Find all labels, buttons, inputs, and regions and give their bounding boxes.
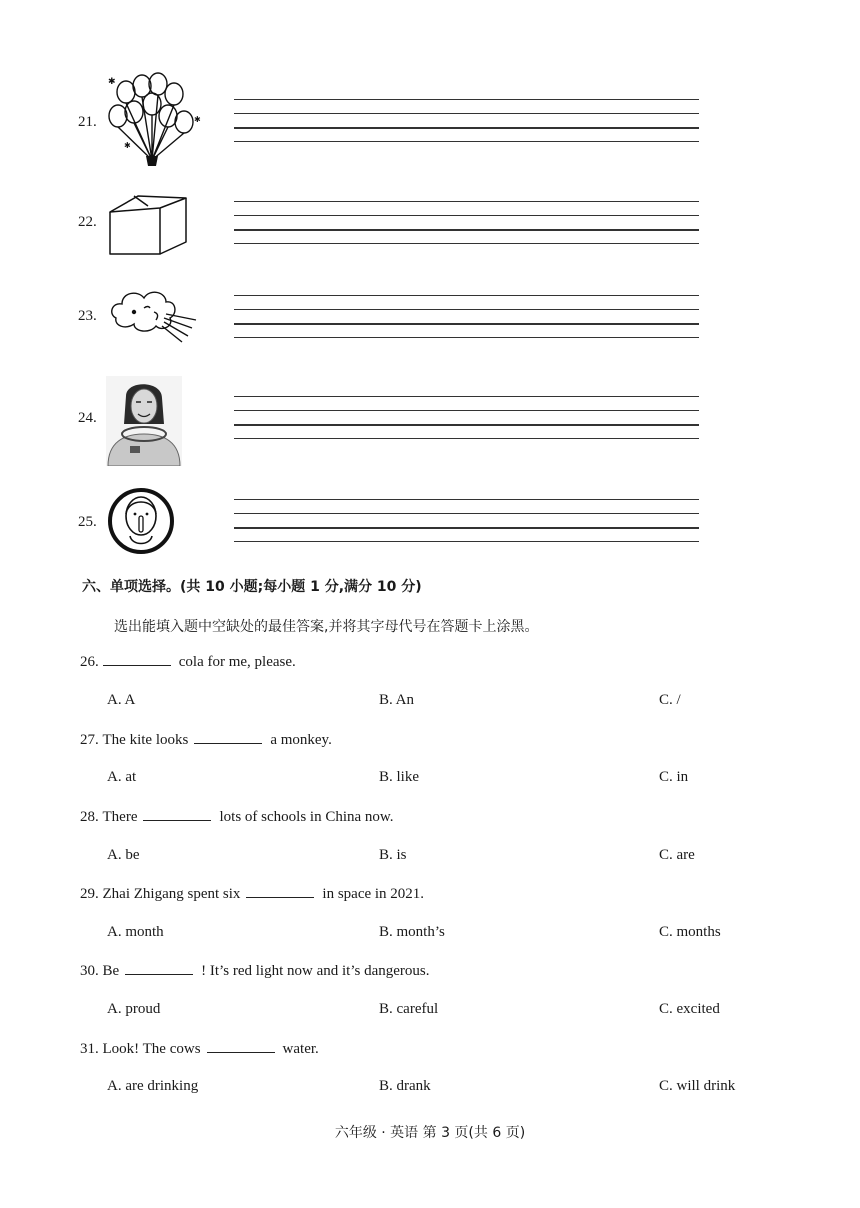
astronaut-photo xyxy=(106,376,182,466)
option-a[interactable]: A. be xyxy=(107,847,140,863)
option-b[interactable]: B. careful xyxy=(379,1001,439,1017)
question-number: 31. xyxy=(80,1041,99,1057)
option-b[interactable]: B. is xyxy=(379,847,407,863)
option-b[interactable]: B. month’s xyxy=(379,924,445,940)
wind-icon xyxy=(104,284,202,354)
answer-lines[interactable] xyxy=(234,201,699,247)
answer-blank[interactable] xyxy=(246,885,314,898)
question-number: 26. xyxy=(80,654,99,670)
item-number: 24. xyxy=(78,410,97,426)
box-icon xyxy=(104,188,190,262)
svg-text:✱: ✱ xyxy=(194,115,201,124)
question-text-after: cola for me, please. xyxy=(178,654,296,670)
section-title: 六、单项选择。(共 10 小题;每小题 1 分,满分 10 分) xyxy=(82,579,422,595)
question-text-before: The kite looks xyxy=(102,732,189,748)
section-instruction: 选出能填入题中空缺处的最佳答案,并将其字母代号在答题卡上涂黑。 xyxy=(114,619,539,635)
answer-blank[interactable] xyxy=(143,808,211,821)
question-30 xyxy=(80,962,429,980)
question-text-after: water. xyxy=(282,1041,319,1057)
option-c[interactable]: C. months xyxy=(659,924,721,940)
question-text-before: Look! The cows xyxy=(102,1041,201,1057)
page-footer: 六年级 · 英语 第 3 页(共 6 页) xyxy=(334,1125,526,1141)
answer-blank[interactable] xyxy=(125,962,193,975)
option-a[interactable]: A. month xyxy=(107,924,164,940)
option-b[interactable]: B. like xyxy=(379,769,419,785)
answer-lines[interactable] xyxy=(234,99,699,145)
picture-item-22 xyxy=(78,182,718,272)
option-a[interactable]: A. are drinking xyxy=(107,1078,199,1094)
item-number: 25. xyxy=(78,514,97,530)
picture-item-25 xyxy=(78,480,718,570)
option-c[interactable]: C. in xyxy=(659,769,689,785)
option-b[interactable]: B. drank xyxy=(379,1078,431,1094)
answer-blank[interactable] xyxy=(207,1040,275,1053)
picture-item-24 xyxy=(78,374,718,464)
question-27 xyxy=(80,731,332,749)
option-c[interactable]: C. will drink xyxy=(659,1078,736,1094)
question-text-after: ! It’s red light now and it’s dangerous. xyxy=(201,963,430,979)
item-number: 23. xyxy=(78,308,97,324)
svg-text:✱: ✱ xyxy=(108,76,116,86)
question-29 xyxy=(80,885,424,903)
answer-lines[interactable] xyxy=(234,396,699,442)
option-c[interactable]: C. are xyxy=(659,847,695,863)
svg-text:✱: ✱ xyxy=(124,141,131,150)
question-text-after: a monkey. xyxy=(270,732,332,748)
balloons-icon xyxy=(104,72,204,168)
question-31 xyxy=(80,1040,319,1058)
option-b[interactable]: B. An xyxy=(379,692,415,708)
question-number: 27. xyxy=(80,732,99,748)
picture-item-21 xyxy=(78,72,718,162)
question-text-after: in space in 2021. xyxy=(322,886,425,902)
question-28 xyxy=(80,808,394,826)
option-a[interactable]: A. proud xyxy=(107,1001,161,1017)
option-a[interactable]: A. at xyxy=(107,769,137,785)
question-number: 30. xyxy=(80,963,99,979)
question-number: 28. xyxy=(80,809,99,825)
question-26 xyxy=(80,653,296,671)
answer-blank[interactable] xyxy=(103,653,171,666)
picture-item-23 xyxy=(78,278,718,368)
question-text-before: There xyxy=(102,809,138,825)
answer-lines[interactable] xyxy=(234,499,699,545)
quiet-sign-icon xyxy=(106,484,176,558)
option-c[interactable]: C. excited xyxy=(659,1001,720,1017)
item-number: 22. xyxy=(78,214,97,230)
question-text-before: Be xyxy=(102,963,120,979)
answer-blank[interactable] xyxy=(194,731,262,744)
option-a[interactable]: A. A xyxy=(107,692,136,708)
question-text-before: Zhai Zhigang spent six xyxy=(102,886,241,902)
question-number: 29. xyxy=(80,886,99,902)
question-text-after: lots of schools in China now. xyxy=(219,809,394,825)
option-c[interactable]: C. / xyxy=(659,692,681,708)
answer-lines[interactable] xyxy=(234,295,699,341)
item-number: 21. xyxy=(78,114,97,130)
